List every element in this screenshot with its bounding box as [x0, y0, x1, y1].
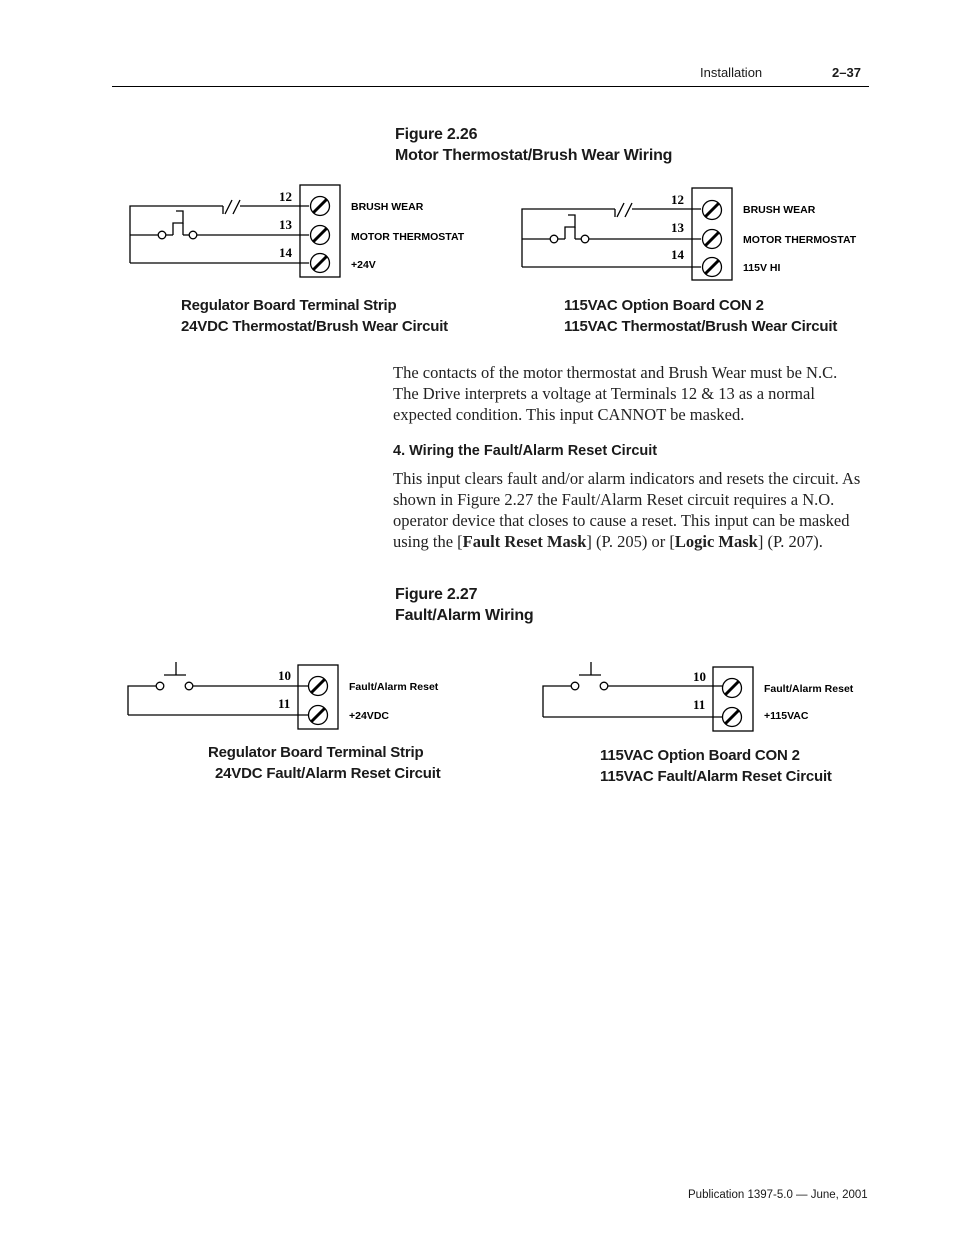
figure-2-27-title: Fault/Alarm Wiring	[395, 607, 534, 624]
fault-alarm-diagram-115vac	[535, 657, 895, 737]
terminal-label-supply: +115VAC	[764, 710, 809, 722]
terminal-label-fault-alarm-reset: Fault/Alarm Reset	[764, 683, 854, 695]
terminal-screw-10	[309, 677, 328, 696]
terminal-screw-13	[311, 226, 330, 245]
caption-line: Regulator Board Terminal Strip	[208, 744, 424, 761]
terminal-screw-10	[723, 679, 742, 698]
figure-2-26-right-caption	[564, 295, 837, 337]
terminal-number-12: 12	[671, 192, 684, 207]
terminal-label-supply: 115V HI	[743, 262, 781, 274]
running-header-section: Installation	[700, 65, 763, 80]
terminal-number-10: 10	[693, 669, 706, 684]
figure-2-26-number: Figure 2.26	[395, 126, 478, 143]
terminal-number-10: 10	[278, 668, 291, 683]
paragraph-text: ] (P. 207).	[757, 532, 823, 551]
terminal-screw-12	[703, 201, 722, 220]
step-4-heading: 4. Wiring the Fault/Alarm Reset Circuit	[393, 443, 658, 459]
terminal-number-13: 13	[279, 217, 292, 232]
parameter-logic-mask: Logic Mask	[674, 532, 758, 551]
parameter-fault-reset-mask: Fault Reset Mask	[462, 532, 587, 551]
terminal-number-12: 12	[279, 189, 292, 204]
figure-2-27-number: Figure 2.27	[395, 586, 478, 603]
terminal-number-13: 13	[671, 220, 684, 235]
thermostat-brush-wear-diagram-115vac	[512, 185, 872, 285]
figure-2-26-heading	[395, 124, 672, 166]
header-rule	[112, 86, 869, 87]
terminal-screw-11	[309, 706, 328, 725]
figure-2-27-right-caption	[600, 745, 832, 787]
terminal-label-motor-thermostat: MOTOR THERMOSTAT	[351, 231, 465, 243]
terminal-number-14: 14	[279, 245, 292, 260]
terminal-screw-14	[703, 258, 722, 277]
fault-alarm-diagram-24vdc	[120, 655, 480, 735]
caption-line: 115VAC Option Board CON 2	[564, 297, 764, 314]
figure-2-27-heading	[395, 584, 534, 626]
figure-2-26-left-caption	[181, 295, 448, 337]
terminal-number-11: 11	[693, 697, 706, 712]
paragraph-text: This input clears fault and/or alarm indicators and resets the circuit. As shown in Figure 2.27 the Fault/Alarm Reset circuit requires a N.O. operator device that closes to cause a reset. This input can be masked using the [	[393, 469, 861, 551]
terminal-number-11: 11	[278, 696, 291, 711]
fault-reset-paragraph	[393, 468, 863, 552]
terminal-number-14: 14	[671, 247, 684, 262]
caption-line: 24VDC Fault/Alarm Reset Circuit	[215, 765, 441, 782]
terminal-screw-12	[311, 197, 330, 216]
terminal-label-brush-wear: BRUSH WEAR	[743, 204, 816, 216]
caption-line: 115VAC Option Board CON 2	[600, 747, 800, 764]
terminal-label-supply: +24V	[351, 259, 376, 271]
caption-line: Regulator Board Terminal Strip	[181, 297, 397, 314]
thermostat-explanation-paragraph: The contacts of the motor thermostat and Brush Wear must be N.C. The Drive interprets a voltage at Terminals 12 & 13 as a normal expected condition. This input CANNOT be masked.	[393, 363, 838, 424]
terminal-screw-11	[723, 708, 742, 727]
caption-line: 115VAC Fault/Alarm Reset Circuit	[600, 768, 832, 785]
terminal-label-fault-alarm-reset: Fault/Alarm Reset	[349, 681, 439, 693]
caption-line: 24VDC Thermostat/Brush Wear Circuit	[181, 318, 448, 335]
paragraph-text: ] (P. 205) or [	[586, 532, 675, 551]
figure-2-26-title: Motor Thermostat/Brush Wear Wiring	[395, 147, 673, 164]
terminal-screw-13	[703, 230, 722, 249]
terminal-label-motor-thermostat: MOTOR THERMOSTAT	[743, 234, 857, 246]
figure-2-27-left-caption	[208, 742, 441, 784]
terminal-label-supply: +24VDC	[349, 710, 389, 722]
page-number: 2–37	[832, 65, 861, 80]
caption-line: 115VAC Thermostat/Brush Wear Circuit	[564, 318, 838, 335]
terminal-screw-14	[311, 254, 330, 273]
terminal-label-brush-wear: BRUSH WEAR	[351, 201, 424, 213]
thermostat-brush-wear-diagram-24vdc	[120, 182, 480, 282]
publication-footer: Publication 1397-5.0 — June, 2001	[688, 1189, 868, 1201]
